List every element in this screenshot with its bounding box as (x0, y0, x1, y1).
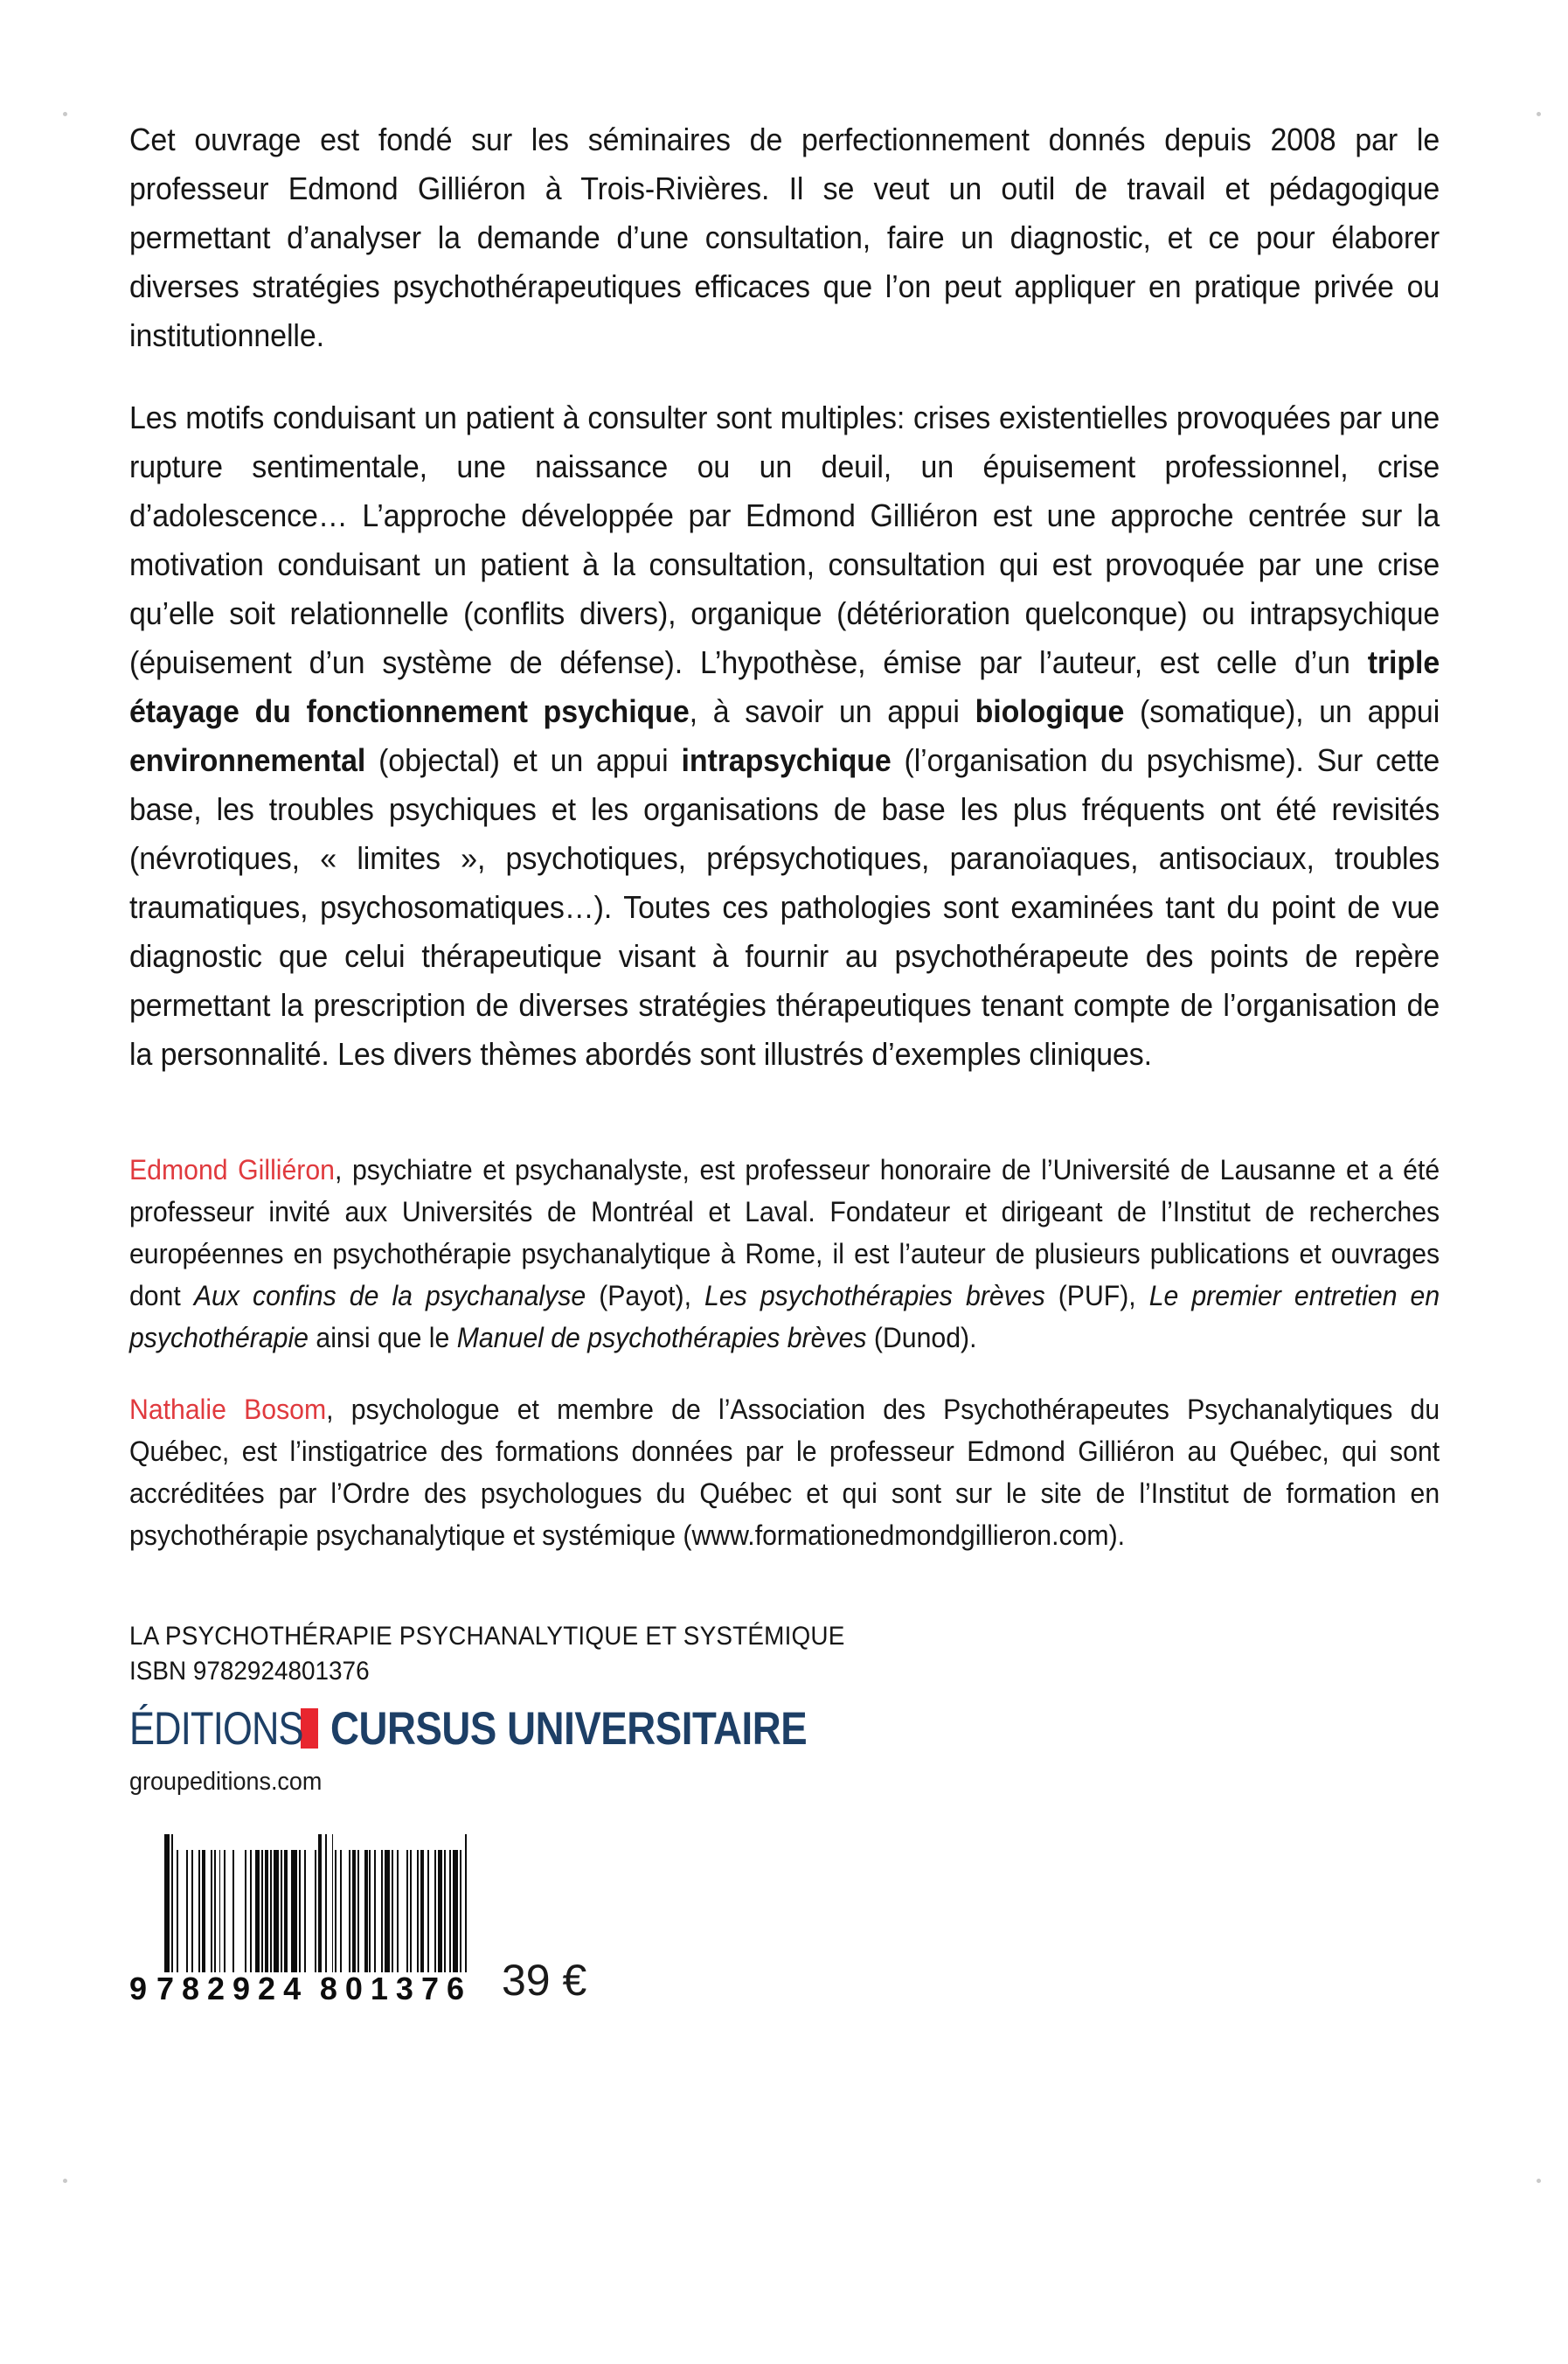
gillieron-title-4: Manuel de psychothérapies brèves (456, 1322, 867, 1353)
blurb-p2-part-2: , à savoir un appui (689, 693, 975, 729)
footer-isbn: ISBN 9782924801376 (129, 1657, 370, 1686)
author-bio-gillieron (129, 1149, 1440, 1359)
publisher-logo-editions: ÉDITIONS (129, 1702, 303, 1755)
blurb-p2-part-5: (l’organisation du psychisme). Sur cette base, les troubles psychiques et les organisations de base les plus fréquents ont été revisités (névrotiques, « limites », psychotiques, prépsychotiques, paranoïaques, antisociaux, troubles traumatiques, psychosomatiques…). Toutes ces pathologies sont examinées tant du point de vue diagnostic que celui thérapeutique visant à fournir au psychothérapeute des points de repère permettant la prescription de diverses stratégies thérapeutiques tenant compte de l’organisation de la personnalité. Les divers thèmes abordés sont illustrés d’exemples cliniques. (129, 742, 1440, 1072)
crop-mark-top-right (1537, 112, 1541, 116)
gillieron-title-1: Aux confins de la psychanalyse (193, 1280, 586, 1311)
author-name-bosom: Nathalie Bosom (129, 1394, 327, 1425)
crop-mark-bottom-left (63, 2179, 67, 2183)
blurb-p2-bold-4: intrapsychique (681, 742, 892, 778)
blurb-p2-bold-1: triple étayage du fonctionnement psychique (129, 644, 1440, 729)
publisher-website: groupeditions.com (129, 1768, 323, 1796)
section-spacer (129, 1112, 1440, 1149)
gillieron-bio-part-4: ainsi que le (309, 1322, 457, 1353)
author-bio-bosom (129, 1388, 1440, 1556)
crop-mark-bottom-right (1537, 2179, 1541, 2183)
gillieron-bio-part-2: (Payot), (586, 1280, 705, 1311)
publisher-logo-red-bar (301, 1708, 318, 1749)
barcode-group-right: 801376 (319, 1971, 472, 2006)
blurb-p2-part-1: Les motifs conduisant un patient à consulter sont multiples: crises existentielles provoquées par une rupture sentimentale, une naissance ou un deuil, un épuisement professionnel, crise d’adolescence… L’approche développée par Edmond Gilliéron est une approche centrée sur la motivation conduisant un patient à la consultation, consultation qui est provoquée par une crise qu’elle soit relationnelle (conflits divers), organique (détérioration quelconque) ou intrapsychique (épuisement d’un système de défense). L’hypothèse, émise par l’auteur, est celle d’un (129, 400, 1440, 680)
barcode (129, 1834, 472, 2007)
bosom-bio-part-1: , psychologue et membre de l’Association des Psychothérapeutes Psychanalytiques du Québec, est l’instigatrice des formations données par le professeur Edmond Gilliéron au Québec, qui sont accréditées par l’Ordre des psychologues du Québec et qui sont sur le site de l’Institut de formation en psychothérapie psychanalytique et systémique (www.formationedmondgillieron.com). (129, 1394, 1440, 1551)
gillieron-title-2: Les psychothérapies brèves (704, 1280, 1045, 1311)
publisher-logo-cursus-universitaire: CURSUS UNIVERSITAIRE (330, 1702, 808, 1755)
barcode-digits (129, 1971, 472, 2007)
price-label: 39 € (502, 1956, 587, 2005)
gillieron-bio-part-1: , psychiatre et psychanalyste, est professeur honoraire de l’Université de Lausanne et a été professeur invité aux Universités de Montréal et Laval. Fondateur et dirigeant de l’Institut de recherches européennes en psychothérapie psychanalytique à Rome, il est l’auteur de plusieurs publications et ouvrages dont (129, 1154, 1440, 1311)
footer-book-title: LA PSYCHOTHÉRAPIE PSYCHANALYTIQUE ET SYSTÉMIQUE (129, 1622, 845, 1651)
gillieron-title-3: Le premier entretien en psychothérapie (129, 1280, 1440, 1353)
blurb-p2-part-3: (somatique), un appui (1124, 693, 1440, 729)
back-cover-content (129, 115, 1440, 2007)
author-name-gillieron: Edmond Gilliéron (129, 1154, 335, 1185)
crop-mark-top-left (63, 112, 67, 116)
barcode-block (129, 1834, 1440, 2007)
barcode-lead-digit: 9 (129, 1971, 149, 2006)
gillieron-bio-part-5: (Dunod). (866, 1322, 977, 1353)
blurb-p2-bold-2: biologique (975, 693, 1125, 729)
gillieron-bio-part-3: (PUF), (1044, 1280, 1149, 1311)
barcode-bars (164, 1834, 472, 1972)
blurb-p2-part-4: (objectal) et un appui (365, 742, 682, 778)
barcode-group-left: 782924 (156, 1971, 309, 2006)
publisher-logo (129, 1703, 1440, 1754)
blurb-paragraph-2 (129, 393, 1440, 1079)
blurb-p2-bold-3: environnemental (129, 742, 366, 778)
blurb-paragraph-1: Cet ouvrage est fondé sur les séminaires de perfectionnement donnés depuis 2008 par le professeur Edmond Gilliéron à Trois-Rivières. Il se veut un outil de travail et pédagogique permettant d’analyser la demande d’une consultation, faire un diagnostic, et ce pour élaborer diverses stratégies psychothérapeutiques efficaces que l’on peut appliquer en pratique privée ou institutionnelle. (129, 122, 1440, 353)
footer (129, 1619, 1440, 2007)
